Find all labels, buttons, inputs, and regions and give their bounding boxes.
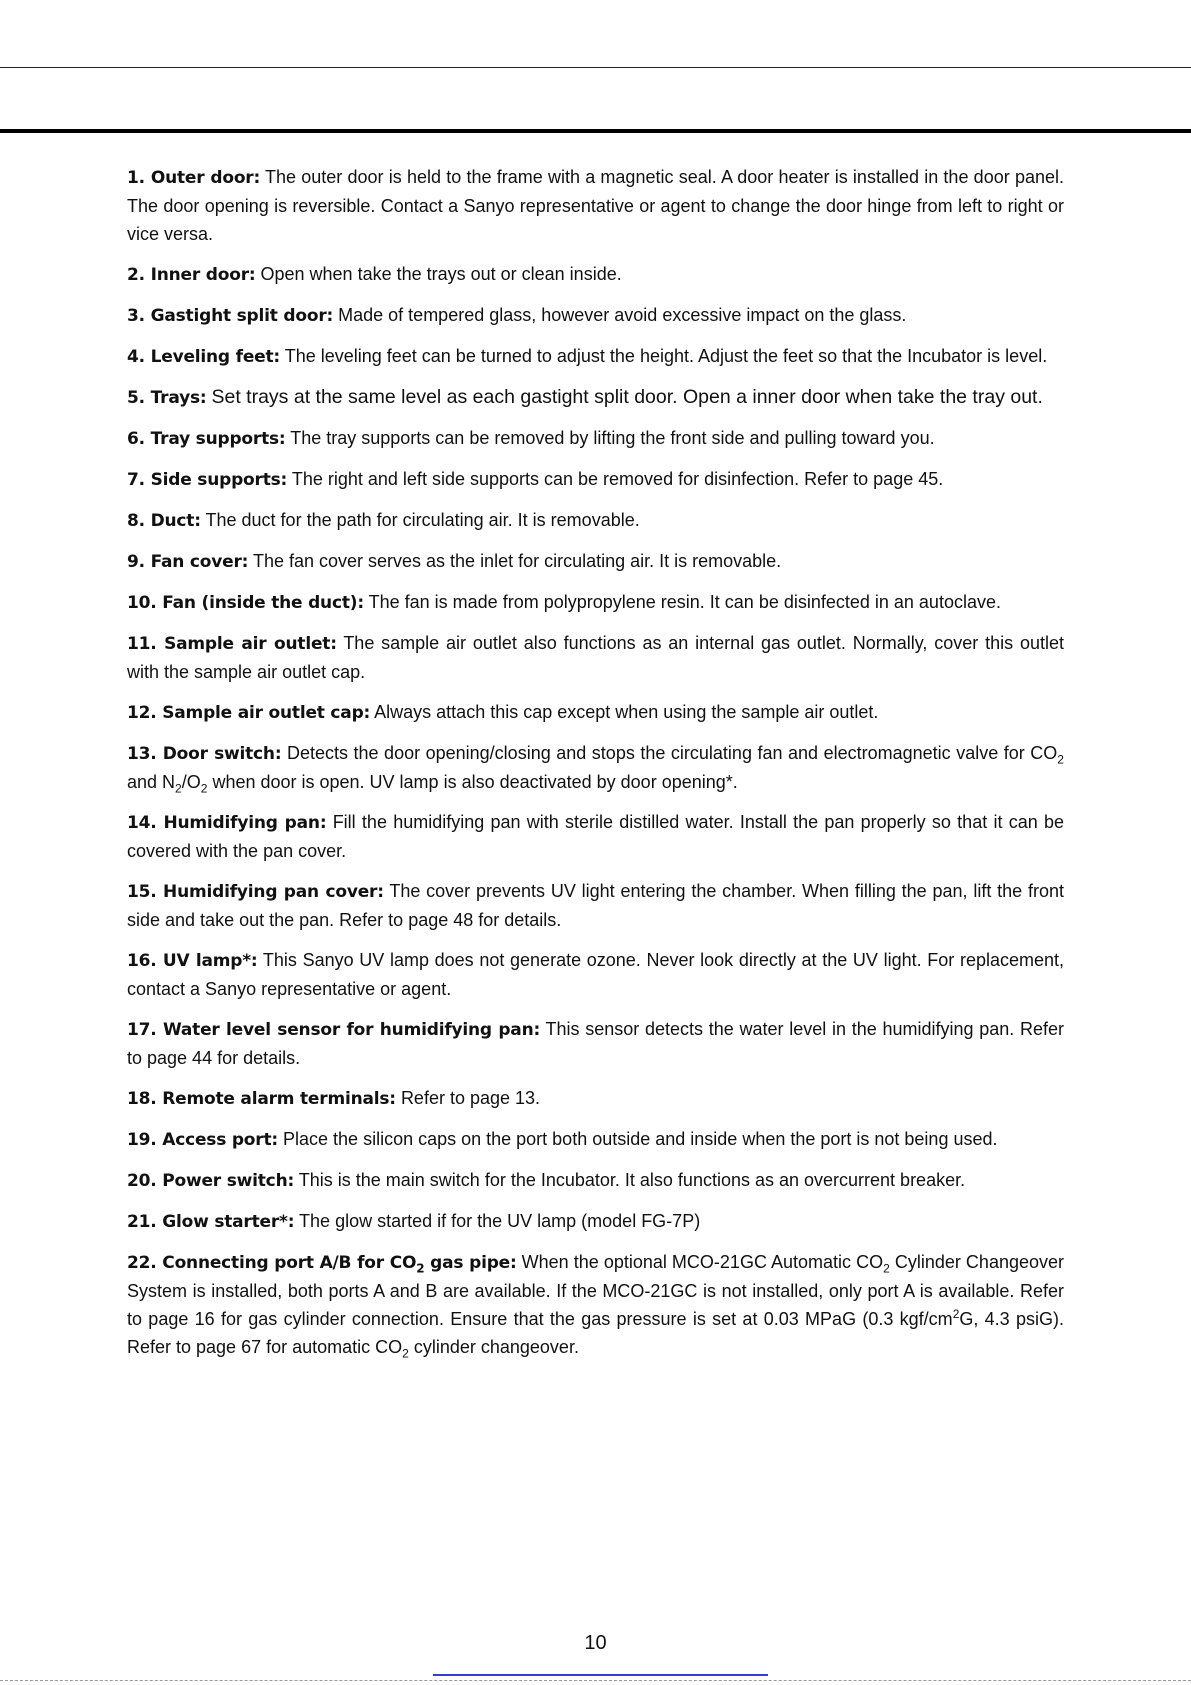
item-description: The outer door is held to the frame with a magnetic seal. A door heater is installed in the door panel. The door opening is reversible. Contact a Sanyo representative or agent to change the door hinge from left to right or vice versa. [127, 167, 1064, 244]
item-description: When the optional MCO-21GC Automatic $CO_2$ Cylinder Changeover System is installed, both ports A and B are available. If the MCO-21GC is not installed, only port A is available. Refer to page 16 for gas cylinder connection. Ensure that the gas pressure is set at 0.03 MPaG (0.3 kgf/$cm^2G$, 4.3 psiG). Refer to page 67 for automatic $CO_2$ cylinder changeover. [127, 1252, 1065, 1361]
item-term: 21. Glow starter*: [127, 1212, 295, 1232]
list-item [127, 877, 1064, 934]
item-term: 6. Tray supports: [127, 429, 286, 449]
item-description: The sample air outlet also functions as an internal gas outlet. Normally, cover this outlet with the sample air outlet cap. [127, 633, 1064, 682]
list-item [127, 547, 1064, 576]
footer-rule [0, 1680, 1191, 1681]
item-term: 18. Remote alarm terminals: [127, 1089, 396, 1109]
list-item [127, 260, 1064, 289]
list-item [127, 1084, 1064, 1113]
list-item [127, 1015, 1064, 1072]
item-description: This Sanyo UV lamp does not generate ozone. Never look directly at the UV light. For replacement, contact a Sanyo representative or agent. [127, 950, 1065, 999]
item-term: 4. Leveling feet: [127, 347, 281, 367]
list-item [127, 946, 1064, 1003]
item-description: Refer to page 13. [400, 1088, 541, 1108]
list-item [127, 1166, 1064, 1195]
item-description: The cover prevents UV light entering the chamber. When filling the pan, lift the front side and take out the pan. Refer to page 48 for details. [127, 881, 1064, 930]
item-term: 8. Duct: [127, 511, 201, 531]
item-description: The leveling feet can be turned to adjust the height. Adjust the feet so that the Incubator is level. [284, 346, 1048, 366]
item-description: Detects the door opening/closing and stops the circulating fan and electromagnetic valve for $CO_2$ and $N_2/O_2$ when door is open. UV lamp is also deactivated by door opening*. [127, 743, 1064, 796]
item-description: The tray supports can be removed by lifting the front side and pulling toward you. [290, 428, 935, 448]
list-item [127, 342, 1064, 371]
item-term: 22. Connecting port A/B for $CO_2$ gas pipe: [127, 1253, 517, 1276]
item-term: 17. Water level sensor for humidifying pan: [127, 1020, 541, 1040]
item-term: 2. Inner door: [127, 265, 256, 285]
item-term: 13. Door switch: [127, 744, 282, 764]
item-description: Open when take the trays out or clean inside. [260, 264, 622, 284]
item-term: 14. Humidifying pan: [127, 813, 327, 833]
list-item [127, 163, 1064, 248]
list-item [127, 1125, 1064, 1154]
item-term: 16. UV lamp*: [127, 951, 258, 971]
page-number: 10 [584, 1632, 607, 1654]
list-item [127, 506, 1064, 535]
item-term: 15. Humidifying pan cover: [127, 882, 384, 902]
list-item [127, 588, 1064, 617]
list-item [127, 424, 1064, 453]
item-description: The fan is made from polypropylene resin. It can be disinfected in an autoclave. [368, 592, 1001, 612]
item-term: 11. Sample air outlet: [127, 634, 337, 654]
list-item [127, 739, 1064, 796]
item-description: Made of tempered glass, however avoid excessive impact on the glass. [338, 305, 907, 325]
list-item [127, 629, 1064, 686]
item-description: Fill the humidifying pan with sterile distilled water. Install the pan properly so that it can be covered with the pan cover. [127, 812, 1064, 861]
parts-description-list [127, 163, 1064, 1373]
item-description: This sensor detects the water level in the humidifying pan. Refer to page 44 for details. [127, 1019, 1064, 1068]
list-item [127, 1207, 1064, 1236]
header-rule-thick [0, 129, 1191, 133]
item-term: 12. Sample air outlet cap: [127, 703, 371, 723]
item-description: The fan cover serves as the inlet for circulating air. It is removable. [252, 551, 782, 571]
list-item [127, 465, 1064, 494]
item-term: 7. Side supports: [127, 470, 288, 490]
item-term: 9. Fan cover: [127, 552, 249, 572]
item-term: 10. Fan (inside the duct): [127, 593, 364, 613]
list-item [127, 808, 1064, 865]
item-term: 3. Gastight split door: [127, 306, 334, 326]
list-item [127, 301, 1064, 330]
item-description: The duct for the path for circulating air. It is removable. [205, 510, 640, 530]
footer-link-underline [433, 1674, 768, 1676]
item-description: Always attach this cap except when using the sample air outlet. [374, 702, 879, 722]
item-description: Place the silicon caps on the port both outside and inside when the port is not being used. [283, 1129, 998, 1149]
item-description: This is the main switch for the Incubator. It also functions as an overcurrent breaker. [298, 1170, 966, 1190]
item-term: 20. Power switch: [127, 1171, 295, 1191]
item-term: 5. Trays: [127, 388, 207, 408]
item-term: 1. Outer door: [127, 168, 261, 188]
header-rule-thin [0, 67, 1191, 68]
list-item [127, 383, 1064, 412]
item-description: The glow started if for the UV lamp (model FG-7P) [299, 1211, 701, 1231]
item-description: Set trays at the same level as each gastight split door. Open a inner door when take the tray out. [211, 386, 1043, 408]
list-item [127, 1248, 1064, 1361]
item-description: The right and left side supports can be removed for disinfection. Refer to page 45. [291, 469, 944, 489]
list-item [127, 698, 1064, 727]
item-term: 19. Access port: [127, 1130, 278, 1150]
